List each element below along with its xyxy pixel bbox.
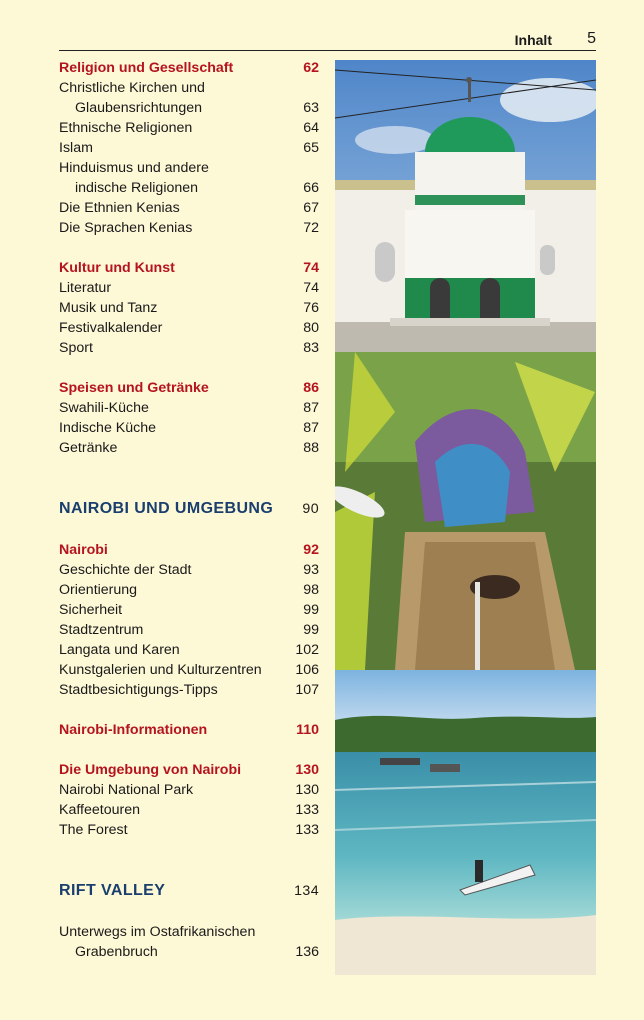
toc-entry[interactable] [59, 198, 319, 218]
toc-entry-title: Swahili-Küche [59, 400, 149, 416]
toc-entry[interactable] [59, 78, 319, 98]
toc-spacer [59, 860, 319, 880]
toc-spacer [59, 902, 319, 922]
toc-entry[interactable] [59, 942, 319, 962]
toc-entry-title: Die Umgebung von Nairobi [59, 762, 242, 778]
toc-entry[interactable] [59, 580, 319, 600]
toc-section-entry[interactable] [59, 378, 319, 398]
toc-entry-title: Grabenbruch [75, 944, 158, 960]
toc-entry[interactable] [59, 820, 319, 840]
toc-chapter-entry[interactable] [59, 498, 319, 520]
toc-entry-title: Langata und Karen [59, 642, 180, 658]
toc-page-number: 102 [295, 642, 319, 658]
toc-entry-title: Kaffeetouren [59, 802, 140, 818]
mosque-photo [335, 60, 596, 352]
toc-entry[interactable] [59, 298, 319, 318]
toc-spacer [59, 238, 319, 258]
toc-spacer [59, 478, 319, 498]
toc-spacer [59, 358, 319, 378]
toc-page-number: 133 [295, 802, 319, 818]
toc-entry-title: The Forest [59, 822, 128, 838]
toc-entry-title: Nairobi National Park [59, 782, 194, 798]
toc-entry-title: Unterwegs im Ostafrikanischen [59, 924, 256, 940]
table-of-contents [59, 58, 319, 962]
toc-entry[interactable] [59, 158, 319, 178]
toc-page-number: 80 [303, 320, 319, 336]
toc-entry-title: Orientierung [59, 582, 138, 598]
toc-page-number: 90 [302, 501, 319, 517]
toc-page-number: 72 [303, 220, 319, 236]
running-header [59, 28, 596, 51]
toc-entry-title: Sicherheit [59, 602, 123, 618]
toc-section-entry[interactable] [59, 760, 319, 780]
toc-entry-title: Speisen und Getränke [59, 380, 209, 396]
toc-entry[interactable] [59, 780, 319, 800]
toc-page-number: 107 [295, 682, 319, 698]
toc-spacer [59, 520, 319, 540]
toc-section-entry[interactable] [59, 720, 319, 740]
toc-spacer [59, 458, 319, 478]
toc-entry-title: Musik und Tanz [59, 300, 158, 316]
toc-section-entry[interactable] [59, 258, 319, 278]
toc-entry[interactable] [59, 680, 319, 700]
photo-column [335, 60, 596, 975]
toc-page-number: 86 [303, 380, 319, 396]
toc-page-number: 133 [295, 822, 319, 838]
toc-entry[interactable] [59, 640, 319, 660]
toc-page-number: 99 [303, 602, 319, 618]
toc-entry-title: Stadtzentrum [59, 622, 144, 638]
toc-page-number: 74 [303, 260, 319, 276]
toc-page-number: 66 [303, 180, 319, 196]
toc-entry-title: indische Religionen [75, 180, 199, 196]
toc-page-number: 106 [295, 662, 319, 678]
toc-page-number: 63 [303, 100, 319, 116]
toc-entry[interactable] [59, 438, 319, 458]
toc-spacer [59, 840, 319, 860]
toc-spacer [59, 740, 319, 760]
toc-entry[interactable] [59, 138, 319, 158]
toc-entry-title: Christliche Kirchen und [59, 80, 205, 96]
toc-chapter-entry[interactable] [59, 880, 319, 902]
toc-page-number: 136 [295, 944, 319, 960]
toc-entry-title: Geschichte der Stadt [59, 562, 192, 578]
toc-entry-title: Stadtbesichtigungs-Tipps [59, 682, 218, 698]
toc-entry-title: Hinduismus und andere [59, 160, 209, 176]
toc-page-number: 87 [303, 400, 319, 416]
toc-page-number: 87 [303, 420, 319, 436]
dancer-photo [335, 352, 596, 670]
toc-entry[interactable] [59, 560, 319, 580]
toc-page-number: 65 [303, 140, 319, 156]
toc-page-number: 74 [303, 280, 319, 296]
toc-entry-title: Glaubensrichtungen [75, 100, 202, 116]
toc-page-number: 98 [303, 582, 319, 598]
toc-entry[interactable] [59, 600, 319, 620]
beach-photo [335, 670, 596, 975]
toc-entry-title: RIFT VALLEY [59, 882, 166, 899]
toc-entry[interactable] [59, 218, 319, 238]
toc-page-number: 130 [295, 782, 319, 798]
toc-page-number: 76 [303, 300, 319, 316]
toc-entry-title: Religion und Gesellschaft [59, 60, 234, 76]
toc-entry[interactable] [59, 118, 319, 138]
toc-entry-title: NAIROBI UND UMGEBUNG [59, 500, 274, 517]
toc-page-number: 64 [303, 120, 319, 136]
toc-entry[interactable] [59, 418, 319, 438]
toc-entry-title: Nairobi-Informationen [59, 722, 208, 738]
toc-entry[interactable] [59, 278, 319, 298]
toc-page-number: 110 [296, 722, 319, 738]
toc-page-number: 88 [303, 440, 319, 456]
toc-entry-title: Getränke [59, 440, 118, 456]
toc-page-number: 83 [303, 340, 319, 356]
toc-entry-title: Festivalkalender [59, 320, 163, 336]
toc-page-number: 62 [303, 60, 319, 76]
toc-entry-title: Sport [59, 340, 93, 356]
toc-entry[interactable] [59, 398, 319, 418]
toc-page-number: 134 [294, 883, 319, 899]
toc-page-number: 99 [303, 622, 319, 638]
toc-entry-title: Literatur [59, 280, 112, 296]
toc-entry-title: Nairobi [59, 542, 108, 558]
toc-spacer [59, 700, 319, 720]
toc-entry[interactable] [59, 800, 319, 820]
toc-entry[interactable] [59, 318, 319, 338]
toc-entry[interactable] [59, 178, 319, 198]
toc-entry[interactable] [59, 338, 319, 358]
header-section-title: Inhalt [514, 32, 552, 48]
toc-page-number: 92 [303, 542, 319, 558]
toc-entry-title: Die Sprachen Kenias [59, 220, 193, 236]
toc-entry-title: Indische Küche [59, 420, 157, 436]
toc-section-entry[interactable] [59, 540, 319, 560]
toc-entry[interactable] [59, 98, 319, 118]
page-number: 5 [587, 30, 596, 47]
toc-page-number: 93 [303, 562, 319, 578]
toc-entry-title: Kunstgalerien und Kulturzentren [59, 662, 262, 678]
toc-section-entry[interactable] [59, 58, 319, 78]
toc-entry[interactable] [59, 660, 319, 680]
toc-entry-title: Islam [59, 140, 93, 156]
toc-entry-title: Kultur und Kunst [59, 260, 175, 276]
toc-page-number: 130 [295, 762, 319, 778]
toc-page-number: 67 [303, 200, 319, 216]
toc-entry[interactable] [59, 922, 319, 942]
toc-entry[interactable] [59, 620, 319, 640]
toc-entry-title: Ethnische Religionen [59, 120, 193, 136]
toc-entry-title: Die Ethnien Kenias [59, 200, 180, 216]
